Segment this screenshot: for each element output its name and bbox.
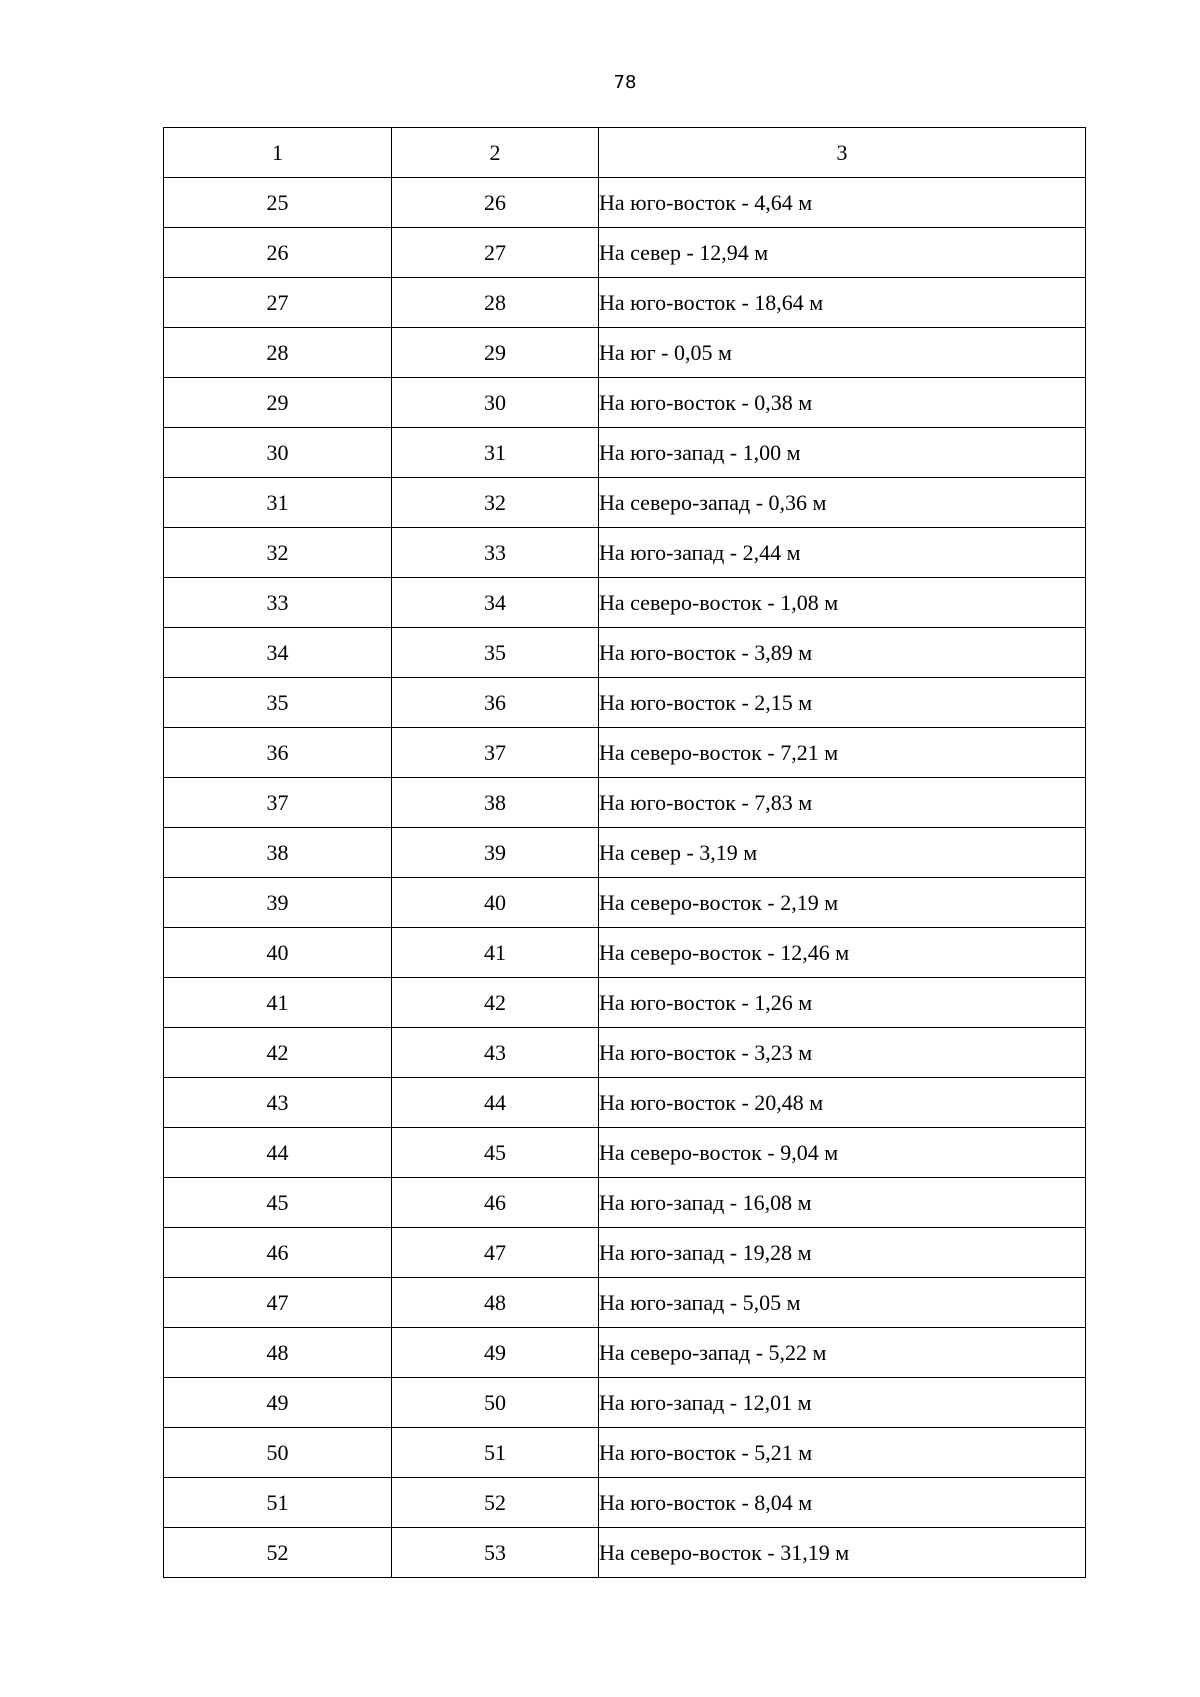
to-point-cell: 35 — [392, 628, 599, 678]
to-point-cell: 50 — [392, 1378, 599, 1428]
table-row — [164, 1228, 1086, 1278]
from-point-cell: 47 — [164, 1278, 392, 1328]
from-point-cell: 52 — [164, 1528, 392, 1578]
direction-distance-cell: На юго-восток - 2,15 м — [599, 678, 1086, 728]
direction-distance-cell: На юго-запад - 16,08 м — [599, 1178, 1086, 1228]
to-point-cell: 39 — [392, 828, 599, 878]
to-point-cell: 37 — [392, 728, 599, 778]
direction-distance-cell: На юго-запад - 5,05 м — [599, 1278, 1086, 1328]
to-point-cell: 41 — [392, 928, 599, 978]
to-point-cell: 28 — [392, 278, 599, 328]
to-point-cell: 44 — [392, 1078, 599, 1128]
page-number: 78 — [613, 72, 637, 93]
from-point-cell: 51 — [164, 1478, 392, 1528]
to-point-cell: 43 — [392, 1028, 599, 1078]
from-point-cell: 40 — [164, 928, 392, 978]
direction-distance-cell: На юго-восток - 4,64 м — [599, 178, 1086, 228]
table-row — [164, 778, 1086, 828]
header-cell-3: 3 — [599, 128, 1086, 178]
table-row — [164, 978, 1086, 1028]
to-point-cell: 36 — [392, 678, 599, 728]
table-row — [164, 878, 1086, 928]
table-row — [164, 1478, 1086, 1528]
table-row — [164, 728, 1086, 778]
to-point-cell: 49 — [392, 1328, 599, 1378]
from-point-cell: 27 — [164, 278, 392, 328]
to-point-cell: 42 — [392, 978, 599, 1028]
from-point-cell: 35 — [164, 678, 392, 728]
from-point-cell: 50 — [164, 1428, 392, 1478]
direction-distance-cell: На север - 3,19 м — [599, 828, 1086, 878]
to-point-cell: 45 — [392, 1128, 599, 1178]
to-point-cell: 31 — [392, 428, 599, 478]
direction-distance-cell: На северо-восток - 9,04 м — [599, 1128, 1086, 1178]
from-point-cell: 32 — [164, 528, 392, 578]
to-point-cell: 32 — [392, 478, 599, 528]
table-row — [164, 1328, 1086, 1378]
to-point-cell: 38 — [392, 778, 599, 828]
from-point-cell: 45 — [164, 1178, 392, 1228]
table-body — [164, 128, 1086, 1578]
to-point-cell: 29 — [392, 328, 599, 378]
to-point-cell: 51 — [392, 1428, 599, 1478]
from-point-cell: 31 — [164, 478, 392, 528]
from-point-cell: 44 — [164, 1128, 392, 1178]
from-point-cell: 39 — [164, 878, 392, 928]
from-point-cell: 38 — [164, 828, 392, 878]
from-point-cell: 36 — [164, 728, 392, 778]
table-row — [164, 528, 1086, 578]
direction-distance-cell: На северо-восток - 7,21 м — [599, 728, 1086, 778]
from-point-cell: 46 — [164, 1228, 392, 1278]
table-row — [164, 428, 1086, 478]
direction-distance-cell: На юго-запад - 12,01 м — [599, 1378, 1086, 1428]
direction-distance-cell: На северо-восток - 1,08 м — [599, 578, 1086, 628]
direction-distance-cell: На северо-восток - 2,19 м — [599, 878, 1086, 928]
header-cell-2: 2 — [392, 128, 599, 178]
from-point-cell: 28 — [164, 328, 392, 378]
direction-distance-cell: На юго-запад - 2,44 м — [599, 528, 1086, 578]
to-point-cell: 34 — [392, 578, 599, 628]
table-row — [164, 578, 1086, 628]
table-row — [164, 678, 1086, 728]
from-point-cell: 42 — [164, 1028, 392, 1078]
table-row — [164, 478, 1086, 528]
table-row — [164, 328, 1086, 378]
from-point-cell: 26 — [164, 228, 392, 278]
table-row — [164, 1278, 1086, 1328]
to-point-cell: 52 — [392, 1478, 599, 1528]
to-point-cell: 46 — [392, 1178, 599, 1228]
direction-distance-cell: На северо-запад - 0,36 м — [599, 478, 1086, 528]
direction-distance-cell: На юго-восток - 20,48 м — [599, 1078, 1086, 1128]
table-row — [164, 928, 1086, 978]
from-point-cell: 43 — [164, 1078, 392, 1128]
from-point-cell: 37 — [164, 778, 392, 828]
table-row — [164, 178, 1086, 228]
from-point-cell: 33 — [164, 578, 392, 628]
direction-distance-cell: На юго-восток - 3,23 м — [599, 1028, 1086, 1078]
table-row — [164, 1128, 1086, 1178]
direction-distance-cell: На юго-запад - 1,00 м — [599, 428, 1086, 478]
to-point-cell: 30 — [392, 378, 599, 428]
direction-distance-cell: На северо-восток - 31,19 м — [599, 1528, 1086, 1578]
to-point-cell: 53 — [392, 1528, 599, 1578]
to-point-cell: 48 — [392, 1278, 599, 1328]
to-point-cell: 33 — [392, 528, 599, 578]
table-row — [164, 278, 1086, 328]
table-row — [164, 828, 1086, 878]
to-point-cell: 47 — [392, 1228, 599, 1278]
from-point-cell: 29 — [164, 378, 392, 428]
header-cell-1: 1 — [164, 128, 392, 178]
direction-distance-cell: На юго-восток - 18,64 м — [599, 278, 1086, 328]
from-point-cell: 49 — [164, 1378, 392, 1428]
direction-distance-cell: На юго-восток - 0,38 м — [599, 378, 1086, 428]
to-point-cell: 27 — [392, 228, 599, 278]
table-row — [164, 628, 1086, 678]
from-point-cell: 41 — [164, 978, 392, 1028]
direction-distance-cell: На юго-восток - 7,83 м — [599, 778, 1086, 828]
table-header-row — [164, 128, 1086, 178]
direction-distance-cell: На север - 12,94 м — [599, 228, 1086, 278]
table-row — [164, 228, 1086, 278]
direction-distance-cell: На юг - 0,05 м — [599, 328, 1086, 378]
direction-distance-cell: На юго-восток - 8,04 м — [599, 1478, 1086, 1528]
to-point-cell: 26 — [392, 178, 599, 228]
direction-distance-cell: На юго-запад - 19,28 м — [599, 1228, 1086, 1278]
table-row — [164, 1528, 1086, 1578]
direction-distance-cell: На юго-восток - 3,89 м — [599, 628, 1086, 678]
direction-distance-cell: На северо-восток - 12,46 м — [599, 928, 1086, 978]
table-row — [164, 1178, 1086, 1228]
table-row — [164, 1028, 1086, 1078]
table-row — [164, 378, 1086, 428]
to-point-cell: 40 — [392, 878, 599, 928]
from-point-cell: 34 — [164, 628, 392, 678]
boundary-table — [163, 127, 1086, 1578]
table-row — [164, 1378, 1086, 1428]
from-point-cell: 30 — [164, 428, 392, 478]
from-point-cell: 48 — [164, 1328, 392, 1378]
table-row — [164, 1078, 1086, 1128]
direction-distance-cell: На юго-восток - 1,26 м — [599, 978, 1086, 1028]
table-row — [164, 1428, 1086, 1478]
from-point-cell: 25 — [164, 178, 392, 228]
direction-distance-cell: На юго-восток - 5,21 м — [599, 1428, 1086, 1478]
direction-distance-cell: На северо-запад - 5,22 м — [599, 1328, 1086, 1378]
